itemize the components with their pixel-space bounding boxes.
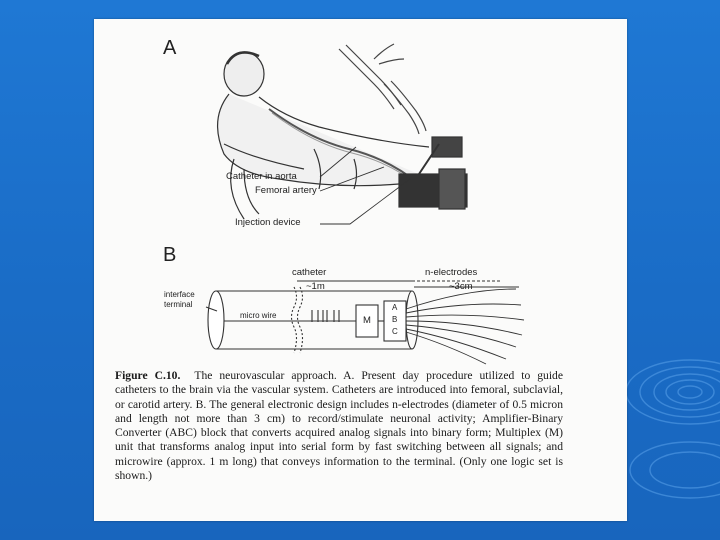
caption-text: The neurovascular approach. A. Present day procedure utilized to guide catheters to the brain via the vascular system. Catheters are introduced into femoral, subclavial, or carotid artery. B. The general electronic design includes n-electrodes (diameter of 0.5 micron and length not more than 3 cm) to record/stimulate neuronal activity; Amplifier-Binary Converter (ABC) block that converts acquired analog signals into binary form; Multiplex (M) unit that transforms analog input into serial form by fast switching between all signals; and microwire (approx. 1 m long) that conveys information to the terminal. (Only one logic set is shown.) xyxy=(115,369,563,483)
label-catheter: catheter xyxy=(292,267,327,278)
label-abc-a: A xyxy=(392,303,398,312)
label-m-block: M xyxy=(363,315,371,326)
figure-panel xyxy=(94,19,627,521)
figure-caption xyxy=(115,369,563,483)
label-terminal: terminal xyxy=(164,300,193,309)
label-abc-b: B xyxy=(392,315,398,324)
electrode-fan xyxy=(406,289,524,364)
label-electrode-length: ~3cm xyxy=(449,281,473,292)
label-micro-wire: micro wire xyxy=(240,311,277,320)
label-interface: interface xyxy=(164,290,195,299)
figure-number: Figure C.10. xyxy=(115,369,181,382)
label-abc-c: C xyxy=(392,327,398,336)
panel-a-label: A xyxy=(163,37,177,59)
label-catheter-length: ~1m xyxy=(306,281,325,292)
vessel-branch-sketch xyxy=(339,44,426,134)
label-femoral-artery: Femoral artery xyxy=(255,185,317,196)
label-catheter-in-aorta: Catheter in aorta xyxy=(226,171,297,182)
label-injection-device: Injection device xyxy=(235,217,301,228)
label-n-electrodes: n-electrodes xyxy=(425,267,478,278)
panel-b-label: B xyxy=(163,244,177,266)
